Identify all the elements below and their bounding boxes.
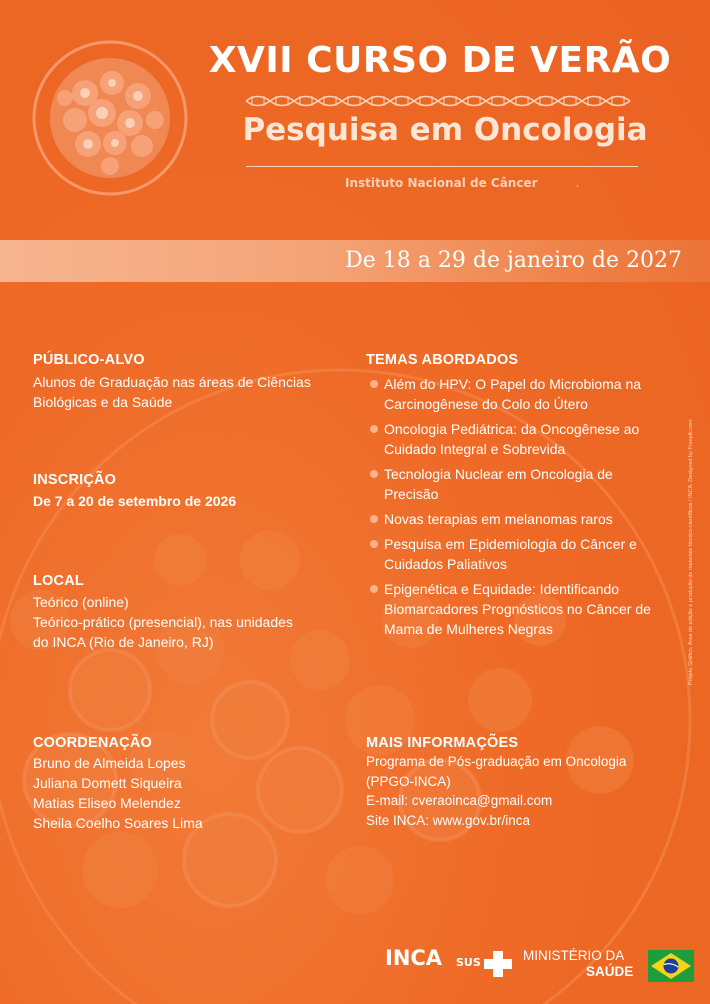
coordinator-name: Sheila Coelho Soares Lima xyxy=(33,815,203,831)
brazil-flag-icon xyxy=(648,950,694,982)
topic-line: Cuidados Paliativos xyxy=(384,556,507,572)
topic-line: Oncologia Pediátrica: da Oncogênese ao xyxy=(384,421,640,437)
inca-logo: INCA xyxy=(385,946,443,970)
topic-line: Precisão xyxy=(384,486,439,502)
contact-email[interactable]: E-mail: cveraoinca@gmail.com xyxy=(366,793,553,808)
dna-strand-icon xyxy=(246,92,636,110)
topic-line: Pesquisa em Epidemiologia do Câncer e xyxy=(384,536,637,552)
institute-name: Instituto Nacional de Câncer xyxy=(345,176,538,190)
local-line: Teórico-prático (presencial), nas unidades xyxy=(33,614,293,630)
contact-site[interactable]: Site INCA: www.gov.br/inca xyxy=(366,812,531,828)
course-dates: De 18 a 29 de janeiro de 2027 xyxy=(345,248,682,273)
topic-line: Novas terapias em melanomas raros xyxy=(384,511,613,527)
course-subtitle: Pesquisa em Oncologia xyxy=(242,112,648,148)
inscricao-dates: De 7 a 20 de setembro de 2026 xyxy=(33,493,237,509)
mais-info-text xyxy=(366,752,686,830)
mais-info-heading: MAIS INFORMAÇÕES xyxy=(366,735,519,751)
topic-item xyxy=(368,579,698,639)
bullet-icon xyxy=(370,540,378,548)
ministry-name: MINISTÉRIO DA xyxy=(523,948,625,963)
topics-list xyxy=(368,374,698,644)
temas-heading: TEMAS ABORDADOS xyxy=(366,352,519,368)
topic-line: Cuidado Integral e Sobrevida xyxy=(384,441,566,457)
topic-line: Além do HPV: O Papel do Microbioma na xyxy=(384,376,642,392)
local-line: Teórico (online) xyxy=(33,594,129,610)
course-title: XVII CURSO DE VERÃO xyxy=(208,40,672,81)
sus-logo: SUS xyxy=(456,956,481,969)
topic-item xyxy=(368,419,698,459)
sus-cross-icon xyxy=(482,950,514,978)
cells-logo-icon xyxy=(30,38,190,198)
bullet-icon xyxy=(370,515,378,523)
topic-item xyxy=(368,464,698,504)
local-heading: LOCAL xyxy=(33,573,84,589)
header-divider xyxy=(246,166,638,167)
topic-line: Epigenética e Equidade: Identificando xyxy=(384,581,620,597)
coordenacao-list xyxy=(33,753,333,833)
program-acronym: (PPGO-INCA) xyxy=(366,773,451,789)
topic-item xyxy=(368,509,698,529)
coordinator-name: Matias Eliseo Melendez xyxy=(33,795,181,811)
publico-alvo-line: Alunos de Graduação nas áreas de Ciências xyxy=(33,374,311,390)
bullet-icon xyxy=(370,425,378,433)
bullet-icon xyxy=(370,470,378,478)
design-credit: Projeto Gráfico: Área de edição e produção de materiais técnico-científicos / INCA. Designed by Freepik.com xyxy=(688,419,694,685)
publico-alvo-line: Biológicas e da Saúde xyxy=(33,394,173,410)
coordinator-name: Bruno de Almeida Lopes xyxy=(33,755,186,771)
topic-line: Tecnologia Nuclear em Oncologia de xyxy=(384,466,613,482)
local-text xyxy=(33,592,353,652)
bullet-icon xyxy=(370,585,378,593)
program-name: Programa de Pós-graduação em Oncologia xyxy=(366,754,627,769)
ministry-saude: SAÚDE xyxy=(586,964,634,979)
topic-item xyxy=(368,374,698,414)
inscricao-heading: INSCRIÇÃO xyxy=(33,472,117,488)
topic-line: Mama de Mulheres Negras xyxy=(384,621,553,637)
stray-mark: , xyxy=(576,178,579,189)
topic-item xyxy=(368,534,698,574)
coordenacao-heading: COORDENAÇÃO xyxy=(33,735,153,751)
topic-line: Biomarcadores Prognósticos no Câncer de xyxy=(384,601,651,617)
bullet-icon xyxy=(370,380,378,388)
topic-line: Carcinogênese do Colo do Útero xyxy=(384,396,588,412)
coordinator-name: Juliana Domett Siqueira xyxy=(33,775,182,791)
local-line: do INCA (Rio de Janeiro, RJ) xyxy=(33,634,214,650)
publico-alvo-text xyxy=(33,372,353,412)
publico-alvo-heading: PÚBLICO-ALVO xyxy=(33,352,145,368)
